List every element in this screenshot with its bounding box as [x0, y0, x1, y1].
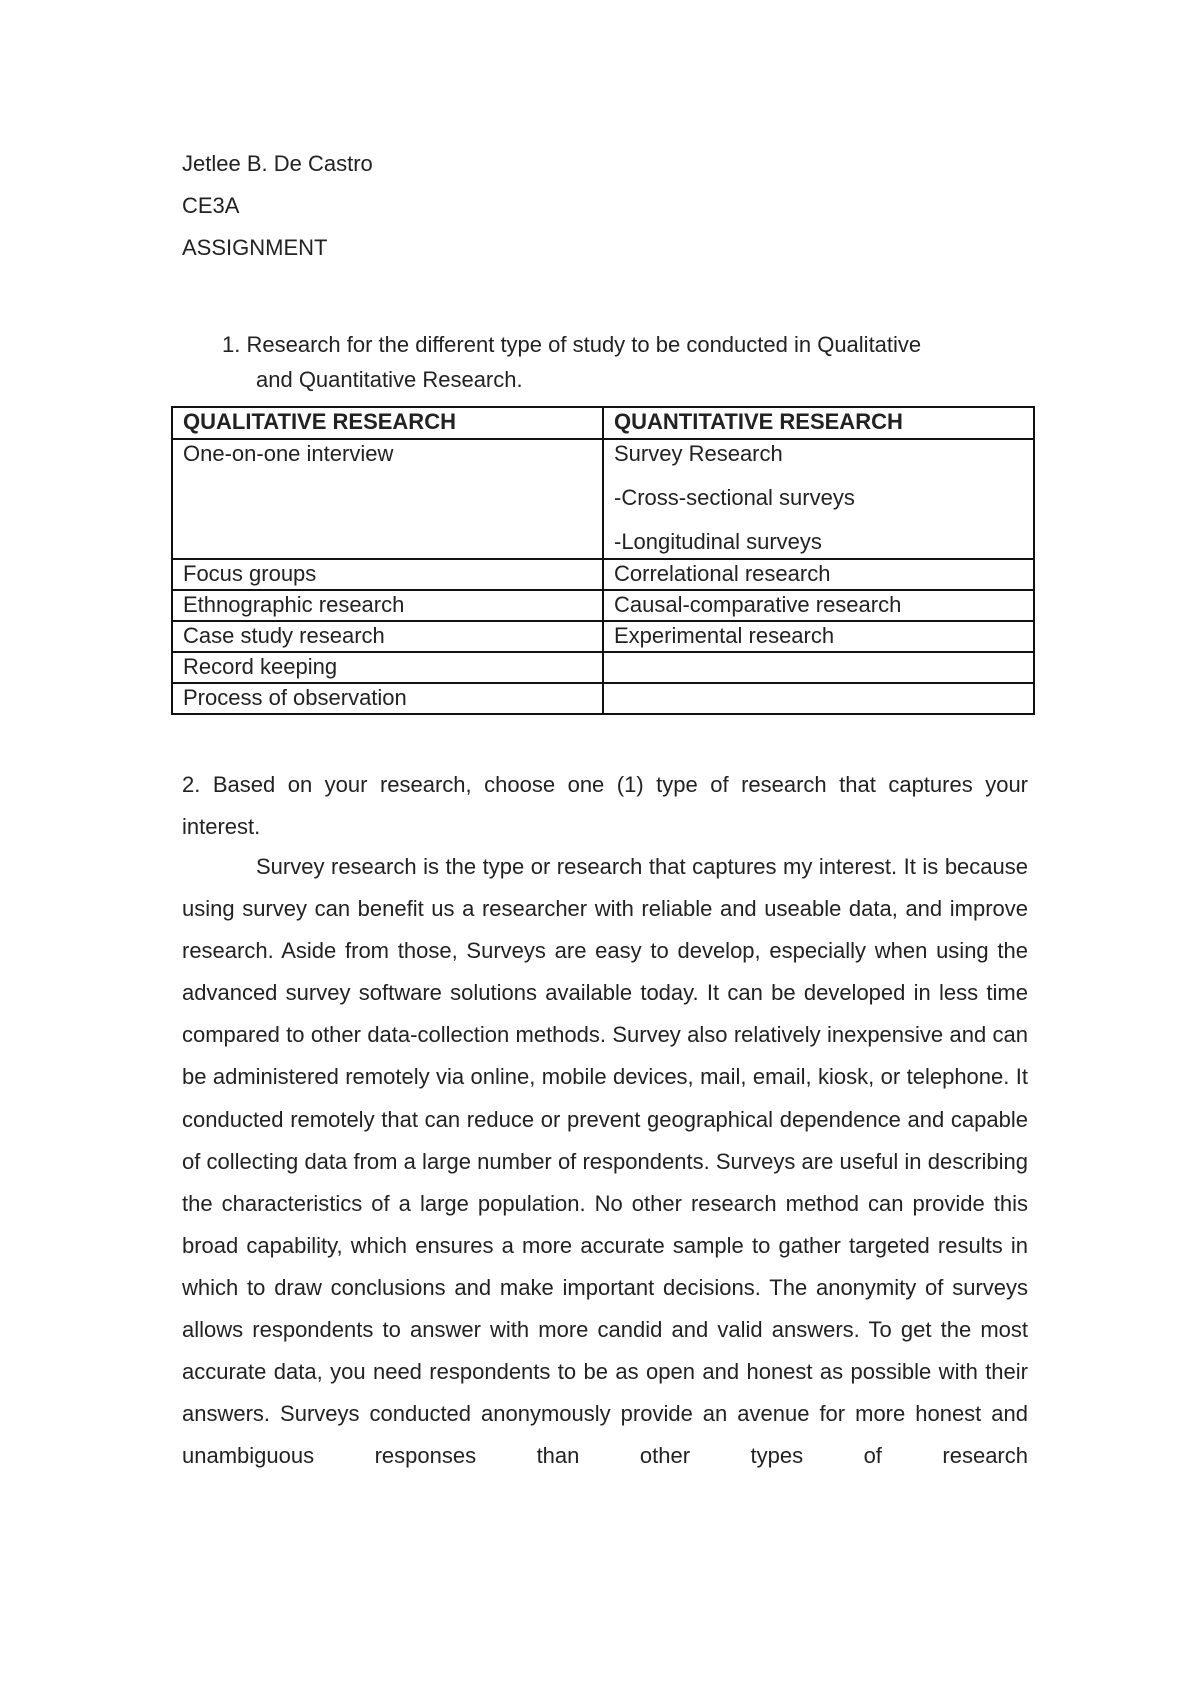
qualitative-header: QUALITATIVE RESEARCH — [172, 407, 603, 439]
quantitative-cell: Correlational research — [603, 559, 1034, 590]
research-types-table — [171, 406, 1035, 715]
student-name: Jetlee B. De Castro — [182, 151, 373, 176]
essay-paragraph: Survey research is the type or research that captures my interest. It is because using survey can benefit us a researcher with reliable and useable data, and improve research. Aside from those, Surveys are easy to develop, especially when using the advanced survey software solutions available today. It can be developed in less time compared to other data-collection methods. Survey also relatively inexpensive and can be administered remotely via online, mobile devices, mail, email, kiosk, or telephone. It conducted remotely that can reduce or prevent geographical dependence and capable of collecting data from a large number of respondents. Surveys are useful in describing the characteristics of a large population. No other research method can provide this broad capability, which ensures a more accurate sample to gather targeted results in which to draw conclusions and make important decisions. The anonymity of surveys allows respondents to answer with more candid and valid answers. To get the most accurate data, you need respondents to be as open and honest as possible with their answers. Surveys conducted anonymously provide an avenue for more honest and unambiguous responses than other types of research — [182, 854, 1028, 1469]
qualitative-cell: Focus groups — [172, 559, 603, 590]
table-row — [172, 559, 1034, 590]
qualitative-cell: Case study research — [172, 621, 603, 652]
table-row — [172, 683, 1034, 714]
question-2: 2. Based on your research, choose one (1) type of research that captures your interest. — [182, 772, 1028, 839]
question-1 — [222, 324, 1028, 366]
qualitative-cell: Ethnographic research — [172, 590, 603, 621]
question-1-continuation: and Quantitative Research. — [256, 367, 523, 392]
quantitative-cell: Causal-comparative research — [603, 590, 1034, 621]
quantitative-subitem: -Cross-sectional surveys — [614, 485, 855, 510]
qualitative-cell: Record keeping — [172, 652, 603, 683]
question-1-number: 1. — [222, 332, 241, 357]
quantitative-subitem: -Longitudinal surveys — [614, 529, 822, 554]
quantitative-cell — [603, 683, 1034, 714]
table-header-row — [172, 407, 1034, 439]
quantitative-item: Survey Research — [614, 441, 783, 466]
quantitative-cell — [603, 439, 1034, 559]
document-title: ASSIGNMENT — [182, 235, 328, 260]
quantitative-cell — [603, 652, 1034, 683]
qualitative-cell: Process of observation — [172, 683, 603, 714]
table-row — [172, 590, 1034, 621]
table-row — [172, 621, 1034, 652]
table-row — [172, 652, 1034, 683]
student-section: CE3A — [182, 193, 240, 218]
qualitative-cell: One-on-one interview — [172, 439, 603, 559]
question-1-text: Research for the different type of study to be conducted in Qualitative — [246, 332, 922, 357]
quantitative-cell: Experimental research — [603, 621, 1034, 652]
quantitative-header: QUANTITATIVE RESEARCH — [603, 407, 1034, 439]
table-row — [172, 439, 1034, 559]
